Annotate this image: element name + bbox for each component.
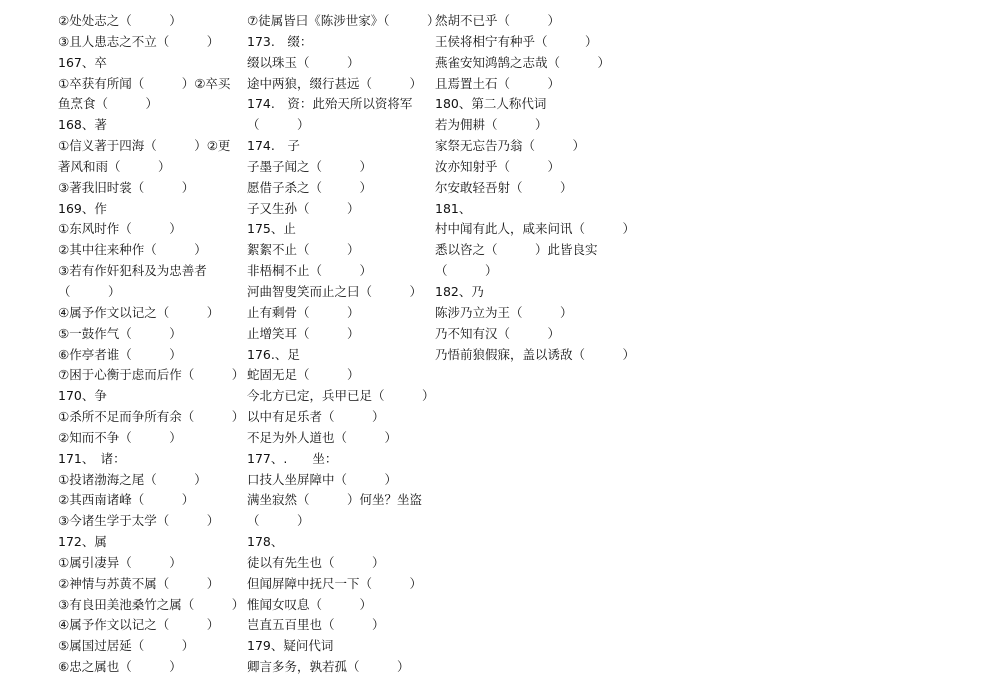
text-line: ⑤一鼓作气（ ） [58, 325, 182, 341]
text-line: 愿借子杀之（ ） [247, 179, 373, 195]
text-line: ②其西南诸峰（ ） [58, 492, 195, 508]
text-line: 卿言多务，孰若孤（ ） [247, 659, 410, 675]
text-line: 179、疑问代词 [247, 638, 334, 654]
text-line: ⑦徒属皆曰《陈涉世家》（ ） [247, 13, 440, 28]
text-line: 但闻屏障中抚尺一下（ ） [247, 575, 423, 591]
text-line: ④属予作文以记之（ ） [58, 304, 220, 320]
text-line: ①杀所不足而争所有余（ ） [58, 409, 245, 425]
text-line: 王侯将相宁有种乎（ ） [435, 33, 598, 49]
text-line: ①投诸渤海之尾（ ） [58, 471, 207, 487]
text-line: 172、属 [58, 534, 107, 550]
text-line: （ ） [247, 117, 310, 133]
text-line: 止增笑耳（ ） [247, 325, 360, 341]
text-line: 家祭无忘告乃翁（ ） [435, 138, 586, 154]
text-line: 惟闻女叹息（ ） [247, 596, 373, 612]
text-column-1 [58, 11, 245, 678]
text-line: 174. 子 [247, 138, 300, 154]
text-column-2 [247, 11, 440, 678]
text-line: ③若有作奸犯科及为忠善者 [58, 263, 207, 279]
text-column-3 [435, 11, 636, 365]
text-line: 口技人坐屏障中（ ） [247, 471, 398, 487]
text-line: ⑥忠之属也（ ） [58, 659, 182, 675]
text-line: 陈涉乃立为王（ ） [435, 304, 573, 320]
text-line: 途中两狼，缀行甚远（ ） [247, 75, 423, 91]
text-line: 若为佣耕（ ） [435, 117, 548, 133]
text-line: 167、卒 [58, 54, 107, 70]
text-line: 乃悟前狼假寐，盖以诱敌（ ） [435, 346, 636, 362]
text-line: 181、 [435, 200, 472, 216]
text-line: 然胡不已乎（ ） [435, 13, 561, 28]
text-line: ①卒获有所闻（ ）②卒买 [58, 75, 231, 91]
text-line: 且焉置土石（ ） [435, 75, 561, 91]
text-line: ①东风时作（ ） [58, 221, 182, 237]
text-line: ⑦困于心衡于虑而后作（ ） [58, 367, 245, 383]
text-line: 燕雀安知鸿鹄之志哉（ ） [435, 54, 611, 70]
text-line: ②知而不争（ ） [58, 429, 182, 445]
text-line: 乃不知有汉（ ） [435, 325, 561, 341]
text-line: 178、 [247, 534, 284, 550]
text-line: 171、 诸： [58, 450, 126, 466]
text-line: （ ） [435, 263, 498, 279]
text-line: ③有良田美池桑竹之属（ ） [58, 596, 245, 612]
text-line: ②处处志之（ ） [58, 13, 182, 28]
text-line: ②其中往来种作（ ） [58, 242, 207, 258]
text-line: 168、著 [58, 117, 107, 133]
text-line: 175、止 [247, 221, 296, 237]
text-line: 絮絮不止（ ） [247, 242, 360, 258]
text-line: 岂直五百里也（ ） [247, 617, 385, 633]
text-line: 止有剩骨（ ） [247, 304, 360, 320]
text-line: ②神情与苏黄不属（ ） [58, 575, 220, 591]
text-line: 以中有足乐者（ ） [247, 409, 385, 425]
text-line: ①属引凄异（ ） [58, 554, 182, 570]
text-line: 今北方已定，兵甲已足（ ） [247, 388, 435, 404]
text-line: 180、第二人称代词 [435, 96, 547, 112]
text-line: 悉以咨之（ ）此皆良实 [435, 242, 598, 258]
text-line: ④属予作文以记之（ ） [58, 617, 220, 633]
text-line: 鱼烹食（ ） [58, 96, 159, 112]
text-line: （ ） [58, 283, 121, 299]
text-line: 缀以珠玉（ ） [247, 54, 360, 70]
text-line: ⑥作亭者谁（ ） [58, 346, 182, 362]
text-line: ⑤属国过居延（ ） [58, 638, 195, 654]
text-line: 子又生孙（ ） [247, 200, 360, 216]
text-line: 村中闻有此人，咸来问讯（ ） [435, 221, 636, 237]
text-line: 徒以有先生也（ ） [247, 554, 385, 570]
text-line: 不足为外人道也（ ） [247, 429, 398, 445]
text-line: ③且人患志之不立（ ） [58, 33, 220, 49]
text-line: ③著我旧时裳（ ） [58, 179, 195, 195]
text-line: 蛇固无足（ ） [247, 367, 360, 383]
text-line: 汝亦知射乎（ ） [435, 158, 561, 174]
text-line: 176.、足 [247, 346, 300, 362]
text-line: 河曲智叟笑而止之曰（ ） [247, 283, 423, 299]
text-line: 满坐寂然（ ）何坐？坐盗 [247, 492, 423, 508]
text-line: ①信义著于四海（ ）②更 [58, 138, 231, 154]
text-line: （ ） [247, 513, 310, 529]
text-line: ③今诸生学于太学（ ） [58, 513, 220, 529]
text-line: 170、争 [58, 388, 107, 404]
text-line: 169、作 [58, 200, 107, 216]
text-line: 非梧桐不止（ ） [247, 263, 373, 279]
text-line: 173. 缀： [247, 33, 313, 49]
text-line: 182、乃 [435, 283, 484, 299]
text-line: 174. 资：此殆天所以资将军 [247, 96, 413, 112]
text-line: 子墨子闻之（ ） [247, 158, 373, 174]
text-line: 177、. 坐： [247, 450, 338, 466]
text-line: 尔安敢轻吾射（ ） [435, 179, 573, 195]
text-line: 著风和雨（ ） [58, 158, 171, 174]
